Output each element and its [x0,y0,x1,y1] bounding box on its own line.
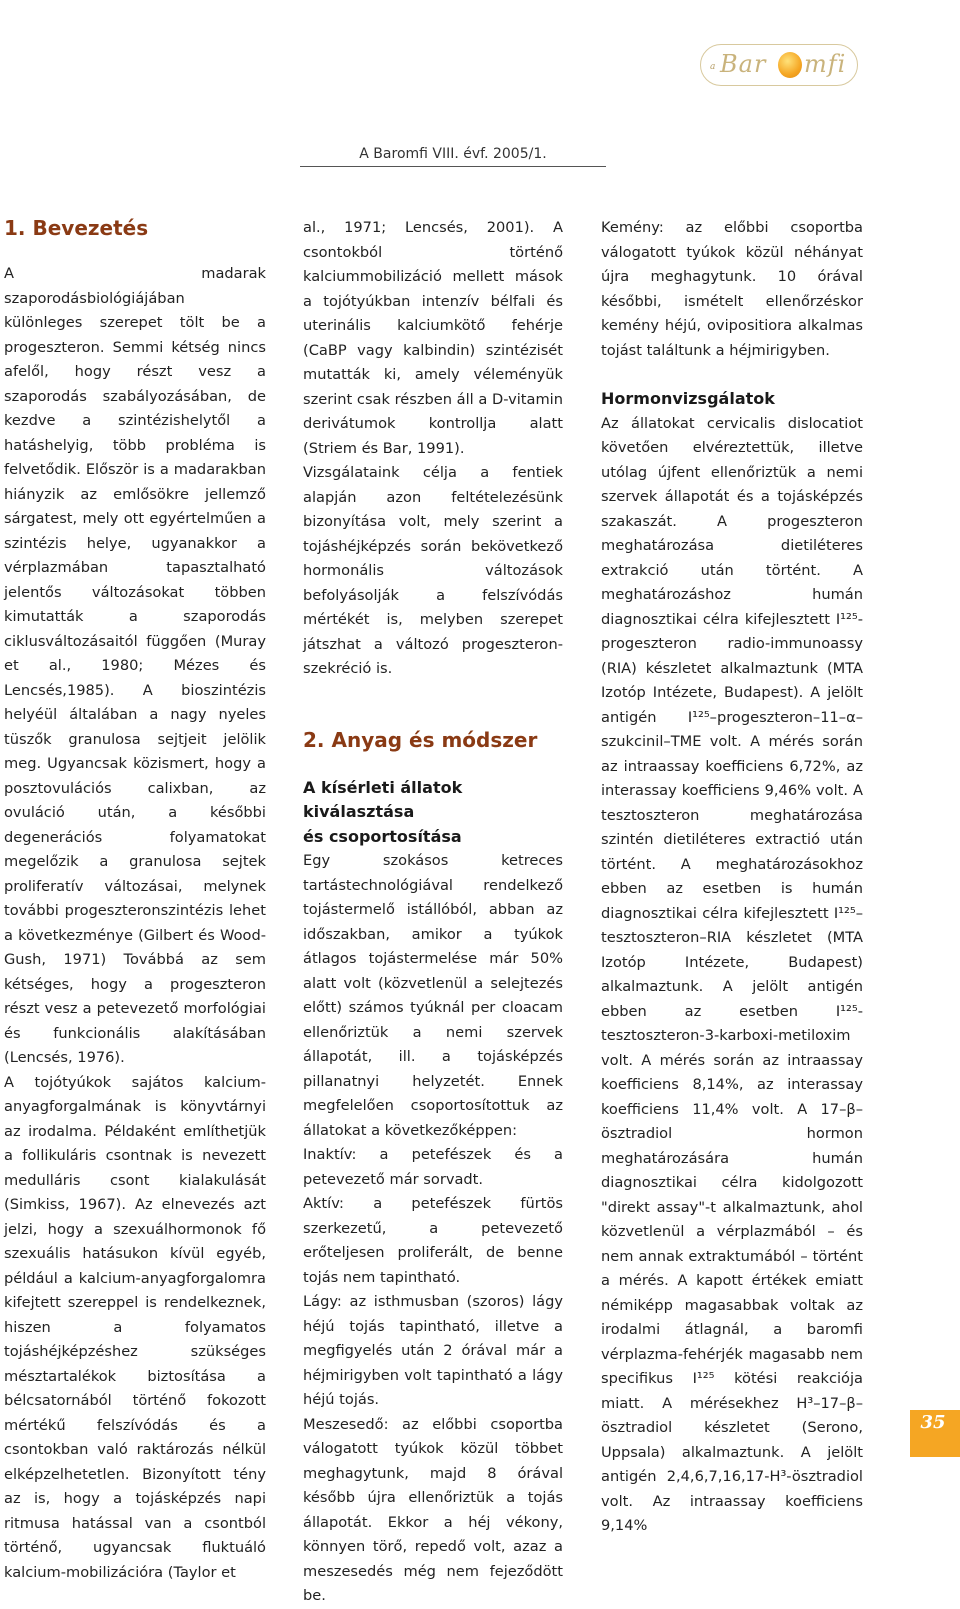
subheading-line-2: kiválasztása [303,802,415,821]
egg-icon [778,52,802,78]
logo-text-part1: Bar [720,50,767,78]
column-2 [303,216,563,1609]
section-heading-methods: 2. Anyag és módszer [303,727,538,752]
logo-text-part2: mfi [804,50,847,78]
paragraph: Az állatokat cervicalis dislocatiot követően elvéreztettük, illetve utólag újfent ellenőriztük a nemi szervek állapotát és a tojásképzés szakaszát. A progeszteron meghatározása dietiléteres extrakció után történt. A meghatározáshoz humán diagnosztikai célra kifejlesztett I¹²⁵-progeszteron radio-immunoassy (RIA) készletet alkalmaztunk (MTA Izotóp Intézete, Budapest). A jelölt antigén I¹²⁵–progeszteron–11–α–szukcinil–TME volt. A mérés során az intraassay koefficiens 6,72%, az interassay koefficiens 9,46% volt. A tesztoszteron meghatározása szintén dietiléteres extractió után történt. A meghatározásokhoz ebben az esetben is humán diagnosztikai célra kifejlesztett I¹²⁵–tesztoszteron–RIA készletet (MTA Izotóp Intézete, Budapest) alkalmaztunk. A jelölt antigén ebben az esetben I¹²⁵-tesztoszteron-3-karboxi-metiloxim volt. A mérés során az intraassay koefficiens 8,14%, az interassay koefficiens 11,4% volt. A 17–β–ösztradiol hormon meghatározására humán diagnosztikai célra kidolgozott "direkt assay"-t alkalmaztunk, ahol közvetlenül a vérplazmából – és nem annak extraktumából – történt a mérés. A kapott értékek emiatt némiképp magasabbak voltak az irodalmi átlagnál, a baromfi vérplazma-fehérjék magasabb nem specifikus I¹²⁵ kötési reakciója miatt. A mérésekhez H³–17–β–ösztradiol készletet (Serono, Uppsala) alkalmaztunk. A jelölt antigén 2,4,6,7,16,17-H³-ösztradiol volt. Az intraassay koefficiens 9,14% [601,414,863,1534]
paragraph: al., 1971; Lencsés, 2001). A csontokból történő kalciummobilizáció mellett mások a tojótyúkban intenzív bélfali és uterinális kalciumkötő fehérje (CaBP vagy kalbindin) szintézisét mutatták ki, amely véleményük szerint csak részben áll a D-vitamin derivátumok kontrollja alatt (Striem és Bar, 1991). [303,219,563,457]
paragraph: Lágy: az isthmusban (szoros) lágy héjú tojás tapintható, illetve a megfigyelés után 2 órával már a héjmirigyben volt tapintható a lágy héjú tojás. [303,1293,563,1408]
paragraph: A tojótyúkok sajátos kalcium-anyagforgalmának is könyvtárnyi az irodalma. Példaként említhetjük a follikuláris csontnak is nevezett medulláris csont kialakulását (Simkiss, 1967). Az elnevezés azt jelzi, hogy a szexuálhormonok fő szexuális hatásukon kívül egyéb, például a kalcium-anyagforgalomra kifejtett szereppel is rendelkeznek, hiszen a folyamatos tojáshéjképzéshez szükséges mésztartalékok biztosítása a bélcsatornából történő fokozott mértékű felszívódás és a csontokban való raktározás nélkül elképzelhetetlen. Bizonyított tény az is, hogy a tojásképzés napi ritmusa hatással van a csontból történő, ugyancsak fluktuáló kalcium-mobilizációra (Taylor et [4,1073,266,1581]
header-rule [300,166,606,167]
paragraph: Meszesedő: az előbbi csoportba válogatott tyúkok közül többet meghagytunk, majd 8 órával később újra ellenőriztük a tojás állapotát. Ekkor a héj vékony, könnyen törő, repedő volt, azaz a meszesedés még nem fejeződött be. [303,1415,563,1604]
paragraph: Vizsgálataink célja a fentiek alapján azon feltételezésünk bizonyítása volt, mely szerint a tojáshéjképzés során bekövetkező hormonális változások befolyásolják a felszívódás mértékét is, melyben szerepet játszhat a változó progeszteron-szekréció is. [303,464,563,677]
running-head: A Baromfi VIII. évf. 2005/1. [359,146,547,162]
column-3 [601,216,863,1539]
paragraph: A madarak szaporodásbiológiájában különleges szerepet tölt be a progeszteron. Semmi kétség nincs afelől, hogy részt vesz a szaporodás szabályozásában, de kezdve a szintézishelytől a hatáshelyig, több probléma is felvetődik. Először is a madarakban hiányzik az emlősökre jellemző sárgatest, mely ott egyértelműen a szintézis helye, ugyanakkor a vérplazmában tapasztalható jelentős változásokat többen kimutatták a szaporodás ciklusváltozásaitól függően (Muray et al., 1980; Mézes és Lencsés,1985). A bioszintézis helyéül általában a nagy nyeles tüszők granulosa sejtjeit jelölik meg. Ugyancsak közismert, hogy a posztovulációs calixban, az ovuláció után, a későbbi degenerációs folyamatokat megelőzik a granulosa sejtek proliferatív változásai, melynek további progeszteronszintézis lehet a következménye (Gilbert és Wood-Gush, 1971) Továbbá az sem kétséges, hogy a progeszteron részt vesz a petevezető morfológiai és funkcionális alakításában (Lencsés, 1976). [4,265,266,1066]
subheading-line-3: és csoportosítása [303,826,462,846]
logo-prefix: a [710,62,716,72]
paragraph: Aktív: a petefészek fürtös szerkezetű, a petevezető erőteljesen proliferált, de benne tojás nem tapintható. [303,1195,563,1286]
page-number: 35 [920,1412,946,1433]
paragraph: Kemény: az előbbi csoportba válogatott tyúkok közül néhányat újra meghagytunk. 10 órával későbbi, ismételt ellenőrzéskor kemény héjú, ovipositiora alkalmas tojást találtunk a héjmirigyben. [601,219,863,359]
subheading-hormone-tests: Hormonvizsgálatok [601,389,775,408]
column-1 [4,216,266,1585]
journal-logo [700,40,860,90]
paragraph: Inaktív: a petefészek és a petevezető már sorvadt. [303,1146,563,1188]
section-heading-introduction: 1. Bevezetés [4,216,149,240]
paragraph: Egy szokásos ketreces tartástechnológiával rendelkező tojástermelő istállóból, abban az időszakban, amikor a tyúkok átlagos tojástermelése már 50% alatt volt (közvetlenül a selejtezés előtt) számos tyúknál per cloacam ellenőriztük a nemi szervek állapotát, ill. a tojásképzés pillanatnyi helyzetét. Ennek megfelelően csoportosítottuk az állatokat a következőképpen: [303,852,563,1139]
subheading-line-1: A kísérleti állatok [303,777,463,797]
